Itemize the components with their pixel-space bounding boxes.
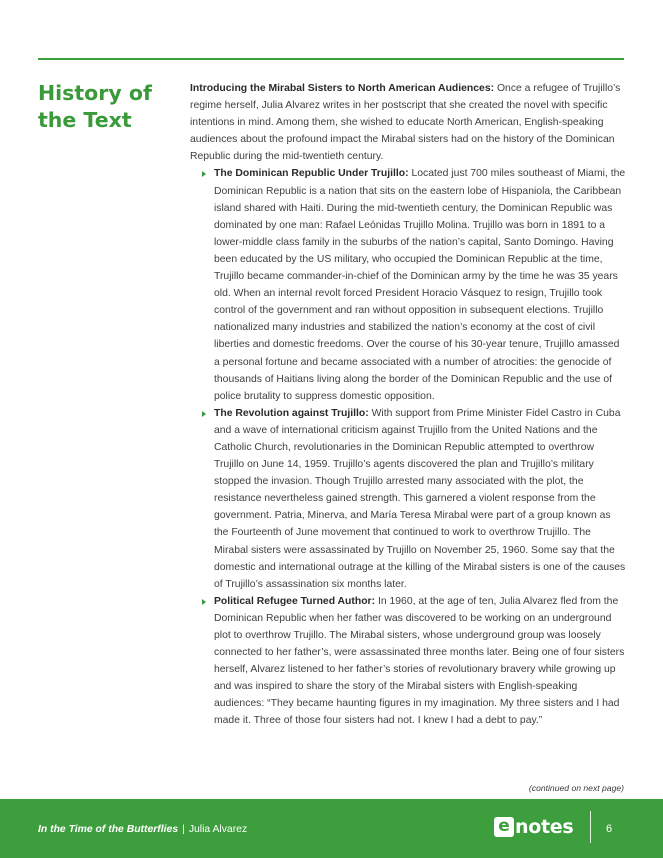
bullet-heading: The Revolution against Trujillo:	[214, 407, 369, 419]
enotes-logo	[494, 816, 573, 838]
enotes-logo-icon	[494, 817, 514, 837]
footer-citation	[38, 824, 247, 835]
footer-divider	[590, 811, 591, 843]
logo-word: notes	[515, 816, 574, 838]
page-footer	[0, 799, 663, 858]
intro-text: Once a refugee of Trujillo’s regime herself, Julia Alvarez writes in her postscript that she created the novel with specific intentions in mind. Among them, she wished to educate North American, English-speaking audiences about the profound impact the Mirabal sisters had on the history of the Dominican Republic during the mid-twentieth century.	[190, 83, 621, 163]
page-number: 6	[606, 823, 613, 835]
bullet-text: With support from Prime Minister Fidel Castro in Cuba and a wave of international criticism against Trujillo from the United Nations and the Catholic Church, revolutionaries in the Dominican Republic attempted to overthrow Trujillo on June 14, 1959. Trujillo’s agents discovered the plan and Trujillo’s military stopped the invasion. Though Trujillo arrested many associated with the plot, the resistance nevertheless gained strength. This garnered a violent response from the government. Patria, Minerva, and María Teresa Mirabal were part of a group known as the Fourteenth of June movement that continued to work to overthrow Trujillo. The Mirabal sisters were assassinated by Trujillo on November 25, 1960. Some say that the domestic and international outrage at the killing of the Mirabal sisters is one of the causes of Trujillo’s assassination six months later.	[214, 407, 626, 590]
bullet-political-refugee	[202, 593, 626, 730]
bullet-heading: The Dominican Republic Under Trujillo:	[214, 168, 409, 180]
top-divider	[38, 58, 624, 60]
footer-book-title: In the Time of the Butterflies	[38, 824, 179, 835]
intro-paragraph	[190, 80, 626, 165]
bullet-dominican-republic	[202, 165, 626, 404]
intro-heading: Introducing the Mirabal Sisters to North American Audiences:	[190, 83, 495, 94]
history-bullet-list	[202, 165, 626, 729]
footer-separator: |	[182, 824, 185, 835]
continued-note: (continued on next page)	[528, 783, 624, 793]
bullet-revolution	[202, 405, 626, 593]
bullet-heading: Political Refugee Turned Author:	[214, 595, 376, 607]
section-title: History of the Text	[38, 81, 152, 132]
footer-author: Julia Alvarez	[188, 824, 248, 835]
bullet-text: Located just 700 miles southeast of Miami, the Dominican Republic is a nation that sits on the eastern lobe of Hispaniola, the Caribbean island shared with Haiti. During the mid-twentieth century, the Dominican Republic was dominated by one man: Rafael Leónidas Trujillo Molina. Trujillo was born in 1891 to a lower-middle class family in the suburbs of the nation’s capital, Santo Domingo. Having been educated by the US military, who occupied the Dominican Republic at the time, Trujillo became commander-in-chief of the Dominican army by the time he was 35 years old. When an internal revolt forced President Horacio Vásquez to resign, Trujillo took control of the government and ran without opposition in subsequent elections. Trujillo nationalized many industries and stabilized the nation’s economy at the cost of civil liberties and domestic freedoms. Over the course of his 30-year tenure, Trujillo amassed a personal fortune and became associated with a number of atrocities: the genocide of thousands of Haitians living along the border of the Dominican Republic and the use of police brutality to suppress domestic opposition.	[214, 168, 626, 402]
logo-letter: e	[498, 816, 510, 836]
bullet-text: In 1960, at the age of ten, Julia Alvarez fled from the Dominican Republic when her father was discovered to be working on an underground plot to overthrow Trujillo. The Mirabal sisters, whose underground group was loosely connected to her father’s, were assassinated three months later. Being one of four sisters herself, Alvarez listened to her father’s stories of revolutionary bravery while growing up and was inspired to share the story of the Mirabal sisters with English-speaking audiences: “They became haunting figures in my imagination. My three sisters and I had made it. Three of those four sisters had not. I knew I had a debt to pay.”	[214, 595, 625, 727]
main-content	[190, 80, 626, 730]
